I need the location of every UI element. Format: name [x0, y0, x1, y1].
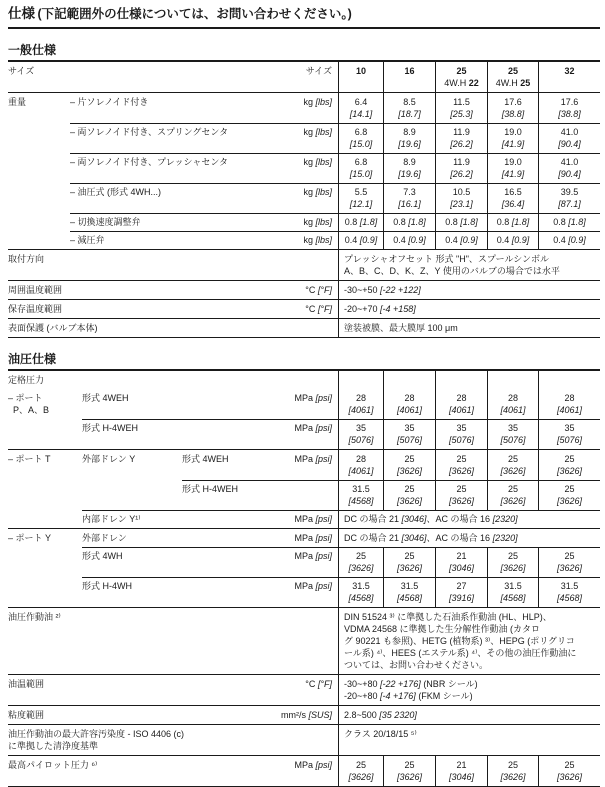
row-label-zone: [8, 725, 338, 755]
spec-row: [8, 724, 600, 755]
section-heading-hydraulic: 油圧仕様: [8, 351, 600, 371]
row-label-zone: [8, 213, 338, 231]
value-cell: 31.5 [4568]: [487, 577, 538, 607]
value-cell: 21 [3046]: [435, 547, 487, 577]
row-label: 外部ドレン Y: [82, 454, 136, 464]
row-label-zone: [8, 300, 338, 318]
value-cell: 35 [5076]: [383, 419, 435, 449]
general-spec-table: [8, 62, 600, 338]
spec-row: [8, 528, 600, 547]
value-cell: 25 [3626]: [383, 450, 435, 480]
value-cell: 25 [3626]: [435, 480, 487, 510]
value-cell: 31.5 [4568]: [338, 577, 383, 607]
value-cell: 25 [3626]: [338, 547, 383, 577]
row-label: – ポート P、A、B: [8, 393, 50, 415]
value-cell: 0.4 [0.9]: [435, 231, 487, 249]
row-label: 形式 H-4WH: [82, 581, 132, 591]
value-cell: 31.5 [4568]: [383, 577, 435, 607]
value-cell: 25 [3626]: [487, 547, 538, 577]
value-cell: 11.9 [26.2]: [435, 153, 487, 183]
page-title-main: 仕様: [8, 6, 35, 21]
spec-row: [8, 510, 600, 528]
spec-row: [8, 213, 600, 231]
value-cell: 0.8 [1.8]: [487, 213, 538, 231]
value-span: DC の場合 21 [3046]、AC の場合 16 [2320]: [338, 529, 600, 547]
value-cell: 28 [4061]: [538, 389, 600, 419]
value-cell: 0.4 [0.9]: [487, 231, 538, 249]
size-column-header: 25 4W.H 25: [487, 62, 538, 92]
value-cell: 31.5 [4568]: [338, 480, 383, 510]
value-cell: 8.9 [19.6]: [383, 123, 435, 153]
row-label-zone: [8, 281, 338, 299]
value-cell: 6.8 [15.0]: [338, 123, 383, 153]
value-columns: [338, 419, 600, 449]
row-label: – 減圧弁: [70, 235, 105, 245]
value-cell: 7.3 [16.1]: [383, 183, 435, 213]
row-label: 内部ドレン Y¹⁾: [82, 514, 141, 524]
value-span: プレッシャオフセット 形式 "H"、スプールシンボル A、B、C、D、K、Z、Y 使用のバルブの場合では水平: [338, 250, 600, 280]
row-label-zone: [8, 608, 338, 674]
row-label: – 切換速度調整弁: [70, 217, 141, 227]
value-cell: 41.0 [90.4]: [538, 153, 600, 183]
row-unit: MPa [psi]: [294, 581, 332, 591]
spec-row: [8, 280, 600, 299]
row-unit: MPa [psi]: [294, 454, 332, 464]
spec-row: [8, 249, 600, 280]
value-cell: 28 [4061]: [487, 389, 538, 419]
row-label-zone: [8, 480, 338, 510]
row-label: – 両ソレノイド付き、プレッシャセンタ: [70, 157, 228, 167]
page-title: [8, 8, 600, 29]
row-unit: kg [lbs]: [303, 235, 332, 245]
row-unit: MPa [psi]: [294, 760, 332, 770]
spec-row: [8, 371, 600, 389]
size-header-row: [8, 62, 600, 92]
value-cell: 39.5 [87.1]: [538, 183, 600, 213]
value-span: -20~+70 [-4 +158]: [338, 300, 600, 318]
row-label-zone: [8, 547, 338, 577]
value-cell: 17.6 [38.8]: [487, 93, 538, 123]
value-cell: 16.5 [36.4]: [487, 183, 538, 213]
row-label-zone: [8, 153, 338, 183]
row-label: 形式 H-4WEH: [82, 423, 138, 433]
value-cell: 28 [4061]: [383, 389, 435, 419]
row-label: 形式 H-4WEH: [182, 484, 238, 494]
row-unit: kg [lbs]: [303, 187, 332, 197]
row-label: – ポート Y: [8, 533, 52, 543]
value-cell: 27 [3916]: [435, 577, 487, 607]
row-label-zone: [8, 675, 338, 705]
row-label: 取付方向: [8, 254, 45, 264]
spec-row: [8, 299, 600, 318]
row-unit: kg [lbs]: [303, 157, 332, 167]
row-label: 周囲温度範囲: [8, 285, 63, 295]
row-label: – 両ソレノイド付き、スプリングセンタ: [70, 127, 229, 137]
row-label: 形式 4WH: [82, 551, 123, 561]
hydraulic-spec-table: [8, 371, 600, 787]
value-columns: [338, 153, 600, 183]
row-label: 粘度範囲: [8, 710, 45, 720]
row-unit: MPa [psi]: [294, 423, 332, 433]
row-unit: °C [°F]: [305, 285, 332, 295]
row-label-zone: [8, 389, 338, 419]
row-label: 外部ドレン: [82, 533, 127, 543]
spec-row: [8, 547, 600, 577]
row-label-zone: [8, 529, 338, 547]
value-columns: [338, 480, 600, 510]
row-label-zone: [8, 450, 338, 480]
row-label: 最高パイロット圧力 ⁶⁾: [8, 760, 98, 770]
row-unit: kg [lbs]: [303, 217, 332, 227]
value-cell: [383, 371, 435, 389]
value-span: DC の場合 21 [3046]、AC の場合 16 [2320]: [338, 510, 600, 528]
value-columns: [338, 577, 600, 607]
spec-row: [8, 419, 600, 449]
row-label-zone: [8, 250, 338, 280]
value-cell: 31.5 [4568]: [538, 577, 600, 607]
value-span: 2.8~500 [35 2320]: [338, 706, 600, 724]
value-cell: 17.6 [38.8]: [538, 93, 600, 123]
row-label: 形式 4WEH: [182, 454, 229, 464]
row-unit: °C [°F]: [305, 679, 332, 689]
value-columns: [338, 231, 600, 249]
value-columns: [338, 213, 600, 231]
value-cell: 0.8 [1.8]: [538, 213, 600, 231]
spec-row: [8, 389, 600, 419]
value-cell: 25 [3626]: [538, 450, 600, 480]
value-span: 塗装被膜、最大膜厚 100 μm: [338, 319, 600, 337]
row-unit: MPa [psi]: [294, 514, 332, 524]
value-cell: 25 [3626]: [487, 756, 538, 786]
spec-row: [8, 449, 600, 480]
value-span: -30~+80 [-22 +176] (NBR シール) -20~+80 [-4 +176] (FKM シール): [338, 675, 600, 705]
value-span: クラス 20/18/15 ⁵⁾: [338, 725, 600, 755]
value-columns: [338, 93, 600, 123]
row-label: 油温範囲: [8, 679, 45, 689]
value-cell: 25 [3626]: [383, 547, 435, 577]
value-columns: [338, 547, 600, 577]
page-title-note: (下記範囲外の仕様については、お問い合わせください。): [37, 7, 352, 21]
row-label-zone: [8, 319, 338, 337]
value-cell: 35 [5076]: [538, 419, 600, 449]
value-columns: [338, 62, 600, 92]
value-cell: [338, 371, 383, 389]
spec-row: [8, 92, 600, 123]
row-unit: kg [lbs]: [303, 97, 332, 107]
value-columns: [338, 371, 600, 389]
spec-row: [8, 674, 600, 705]
value-cell: 28 [4061]: [435, 389, 487, 419]
value-cell: 0.8 [1.8]: [435, 213, 487, 231]
row-unit: °C [°F]: [305, 304, 332, 314]
value-cell: 6.4 [14.1]: [338, 93, 383, 123]
spec-row: [8, 480, 600, 510]
row-unit: サイズ: [305, 66, 332, 76]
spec-row: [8, 153, 600, 183]
value-cell: 19.0 [41.9]: [487, 153, 538, 183]
value-cell: 28 [4061]: [338, 389, 383, 419]
row-label: 形式 4WEH: [82, 393, 129, 403]
value-cell: 25 [3626]: [538, 480, 600, 510]
row-label-zone: [8, 123, 338, 153]
value-columns: [338, 123, 600, 153]
size-column-header: 25 4W.H 22: [435, 62, 487, 92]
spec-row: [8, 705, 600, 724]
size-column-header: 16: [383, 62, 435, 92]
value-columns: [338, 450, 600, 480]
value-cell: [435, 371, 487, 389]
spec-row: [8, 318, 600, 337]
row-label-zone: [8, 93, 338, 123]
value-cell: 0.4 [0.9]: [383, 231, 435, 249]
spec-row: [8, 607, 600, 674]
row-label: 定格圧力: [8, 375, 45, 385]
row-unit: MPa [psi]: [294, 533, 332, 543]
row-unit: MPa [psi]: [294, 551, 332, 561]
row-label: サイズ: [8, 66, 35, 76]
row-label-zone: [8, 371, 338, 389]
value-cell: 0.8 [1.8]: [383, 213, 435, 231]
value-cell: 35 [5076]: [338, 419, 383, 449]
value-cell: 35 [5076]: [435, 419, 487, 449]
value-cell: 0.8 [1.8]: [338, 213, 383, 231]
row-label: 油圧作動油の最大許容汚染度 - ISO 4406 (c) に準拠した清浄度基準: [8, 729, 185, 751]
row-label: 表面保護 (バルブ本体): [8, 323, 98, 333]
value-span: -30~+50 [-22 +122]: [338, 281, 600, 299]
row-label: 油圧作動油 ²⁾: [8, 612, 61, 622]
row-unit: mm²/s [SUS]: [280, 710, 332, 720]
value-cell: 8.9 [19.6]: [383, 153, 435, 183]
value-cell: 11.5 [25.3]: [435, 93, 487, 123]
value-span: DIN 51524 ³⁾ に準拠した石油系作動油 (HL、HLP)、 VDMA 24568 に準拠した生分解性作動油 (カタロ グ 90221 も参照)、HETG (植物系) ³⁾、HEPG (ポリグリコ ール系) ⁴⁾、HEES (エステル系) ⁴⁾、その他の油圧作動油に ついては、お問い合わせください。: [338, 608, 600, 674]
row-label-zone: [8, 510, 338, 528]
spec-row: [8, 123, 600, 153]
value-cell: 35 [5076]: [487, 419, 538, 449]
value-cell: 6.8 [15.0]: [338, 153, 383, 183]
value-cell: [538, 371, 600, 389]
row-label-zone: [8, 756, 338, 786]
section-heading-general: 一般仕様: [8, 42, 600, 62]
value-cell: 5.5 [12.1]: [338, 183, 383, 213]
row-label-zone: [8, 62, 338, 92]
value-cell: 19.0 [41.9]: [487, 123, 538, 153]
value-cell: 25 [3626]: [338, 756, 383, 786]
value-columns: [338, 183, 600, 213]
row-label: 重量: [8, 97, 27, 107]
value-cell: 10.5 [23.1]: [435, 183, 487, 213]
value-cell: 28 [4061]: [338, 450, 383, 480]
spec-row: [8, 183, 600, 213]
value-cell: 11.9 [26.2]: [435, 123, 487, 153]
row-label-zone: [8, 183, 338, 213]
value-cell: 0.4 [0.9]: [538, 231, 600, 249]
row-unit: kg [lbs]: [303, 127, 332, 137]
row-label: – ポート T: [8, 454, 51, 464]
value-cell: 25 [3626]: [487, 480, 538, 510]
spec-row: [8, 577, 600, 607]
row-label-zone: [8, 231, 338, 249]
row-label: 保存温度範囲: [8, 304, 63, 314]
value-cell: 25 [3626]: [538, 756, 600, 786]
spec-row: [8, 231, 600, 249]
size-column-header: 10: [338, 62, 383, 92]
size-column-header: 32: [538, 62, 600, 92]
value-cell: 25 [3626]: [538, 547, 600, 577]
row-unit: MPa [psi]: [294, 393, 332, 403]
value-cell: 8.5 [18.7]: [383, 93, 435, 123]
row-label-zone: [8, 577, 338, 607]
row-label-zone: [8, 419, 338, 449]
value-cell: 21 [3046]: [435, 756, 487, 786]
value-cell: 25 [3626]: [487, 450, 538, 480]
value-columns: [338, 756, 600, 786]
value-cell: 25 [3626]: [383, 480, 435, 510]
row-label: – 片ソレノイド付き: [70, 97, 149, 107]
value-cell: [487, 371, 538, 389]
value-columns: [338, 389, 600, 419]
row-label-zone: [8, 706, 338, 724]
value-cell: 41.0 [90.4]: [538, 123, 600, 153]
value-cell: 25 [3626]: [383, 756, 435, 786]
value-cell: 0.4 [0.9]: [338, 231, 383, 249]
value-cell: 25 [3626]: [435, 450, 487, 480]
row-label: – 油圧式 (形式 4WH...): [70, 187, 162, 197]
spec-row: [8, 755, 600, 786]
